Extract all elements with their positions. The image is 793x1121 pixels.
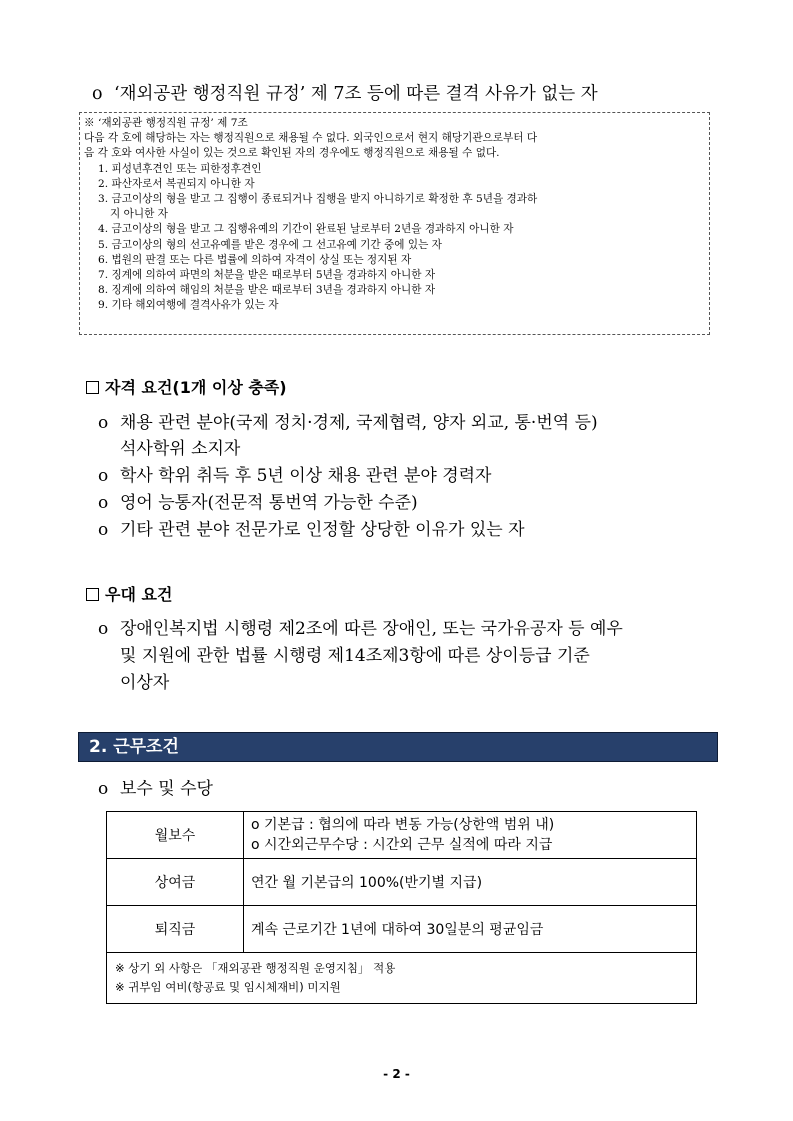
bullet-marker: o bbox=[98, 520, 109, 540]
note-item: 2. 파산자로서 복권되지 아니한 자 bbox=[98, 177, 255, 190]
section-2-header bbox=[78, 732, 718, 762]
preference-item: o 장애인복지법 시행령 제2조에 따른 장애인, 또는 국가유공자 등 예우 bbox=[98, 619, 623, 639]
row-header: 월보수 bbox=[107, 812, 244, 859]
note-item: 5. 금고이상의 형의 선고유예를 받은 경우에 그 선고유예 기간 중에 있는 자 bbox=[98, 238, 442, 251]
page-number: - 2 - bbox=[383, 1067, 410, 1081]
qualification-title: 자격 요건(1개 이상 충족) bbox=[105, 378, 287, 397]
note-item: 6. 법원의 판결 또는 다른 법률에 의하여 자격이 상실 또는 정지된 자 bbox=[98, 253, 412, 266]
bullet-marker: o bbox=[98, 413, 109, 433]
note-intro-line2: 음 각 호와 여사한 사실이 있는 것으로 확인된 자의 경우에도 행정직원으로 채용될 수 없다. bbox=[84, 147, 500, 160]
table-row bbox=[107, 812, 697, 859]
row-value: 계속 근로기간 1년에 대하여 30일분의 평균임금 bbox=[244, 906, 697, 953]
note-item: 9. 기타 해외여행에 결격사유가 있는 자 bbox=[98, 299, 279, 312]
note-item: 7. 징계에 의하여 파면의 처분을 받은 때로부터 5년을 경과하지 아니한 자 bbox=[98, 269, 436, 282]
square-icon bbox=[86, 381, 99, 394]
note-heading: ※ ‘재외공관 행정직원 규정’ 제 7조 bbox=[84, 117, 248, 129]
qualification-item: o 학사 학위 취득 후 5년 이상 채용 관련 분야 경력자 bbox=[98, 466, 492, 486]
table-row bbox=[107, 906, 697, 953]
table-footnote-row bbox=[107, 953, 697, 1004]
note-intro-line1: 다음 각 호에 해당하는 자는 행정직원으로 채용될 수 없다. 외국인으로서 현지 해당기관으로부터 다 bbox=[84, 132, 538, 145]
note-item: 1. 피성년후견인 또는 피한정후견인 bbox=[98, 162, 262, 175]
top-bullet-text: ‘재외공관 행정직원 규정’ 제 7조 등에 따른 결격 사유가 없는 자 bbox=[114, 84, 598, 104]
preference-title: 우대 요건 bbox=[105, 585, 173, 604]
row-value: o 기본급 : 협의에 따라 변동 가능(상한액 범위 내) o 시간외근무수당 : 시간외 근무 실적에 따라 지급 bbox=[244, 812, 697, 859]
table-row bbox=[107, 859, 697, 906]
bullet-marker: o bbox=[98, 466, 109, 486]
pay-table bbox=[106, 811, 697, 1004]
qualification-item: o 영어 능통자(전문적 통번역 가능한 수준) bbox=[98, 493, 418, 513]
square-icon bbox=[86, 588, 99, 601]
row-header: 퇴직금 bbox=[107, 906, 244, 953]
top-bullet bbox=[92, 82, 598, 106]
note-item-continuation: 지 아니한 자 bbox=[110, 208, 168, 221]
regulation-note-box bbox=[79, 112, 710, 335]
bullet-marker: o bbox=[98, 493, 109, 513]
note-item: 3. 금고이상의 형을 받고 그 집행이 종료되거나 집행을 받지 아니하기로 확정한 후 5년을 경과하 bbox=[98, 193, 538, 206]
row-header: 상여금 bbox=[107, 859, 244, 906]
qualification-item: o 채용 관련 분야(국제 정치·경제, 국제협력, 양자 외교, 통·번역 등) bbox=[98, 413, 598, 433]
note-item: 8. 징계에 의하여 해임의 처분을 받은 때로부터 3년을 경과하지 아니한 자 bbox=[98, 284, 436, 297]
preference-line: 이상자 bbox=[120, 673, 170, 693]
preference-heading bbox=[86, 582, 172, 605]
bullet-marker: o bbox=[98, 619, 109, 639]
pay-bullet: o 보수 및 수당 bbox=[98, 779, 213, 799]
table-footnotes: ※ 상기 외 사항은 「재외공관 행정직원 운영지침」 적용 ※ 귀부임 여비(항공료 및 임시체재비) 미지원 bbox=[107, 953, 697, 1004]
preference-line: 및 지원에 관한 법률 시행령 제14조제3항에 따른 상이등급 기준 bbox=[120, 646, 590, 666]
note-item: 4. 금고이상의 형을 받고 그 집행유예의 기간이 완료된 날로부터 2년을 경과하지 아니한 자 bbox=[98, 223, 514, 236]
section-2-title: 2. 근무조건 bbox=[89, 737, 179, 757]
qualification-item: o 기타 관련 분야 전문가로 인정할 상당한 이유가 있는 자 bbox=[98, 520, 525, 540]
row-value: 연간 월 기본급의 100%(반기별 지급) bbox=[244, 859, 697, 906]
bullet-marker: o bbox=[98, 779, 109, 799]
bullet-marker: o bbox=[92, 84, 103, 104]
qualification-heading bbox=[86, 375, 287, 398]
qualification-item-continuation: 석사학위 소지자 bbox=[120, 439, 241, 459]
